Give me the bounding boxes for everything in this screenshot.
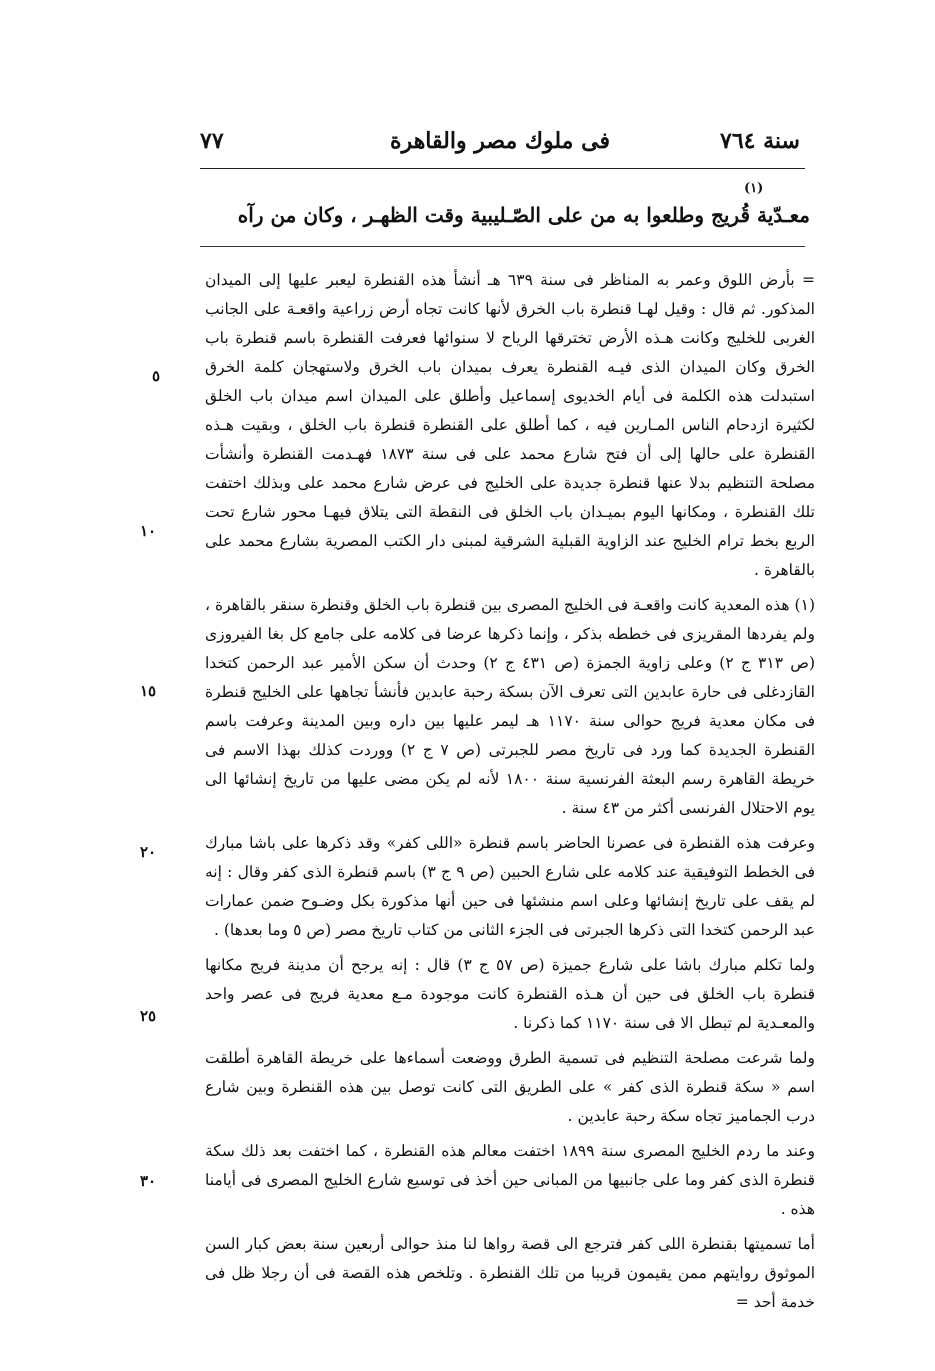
main-text-line: معـدّية قُريج وطلعوا به من على الصّـليبية وقت الظهـر ، وكان من رآه	[237, 203, 810, 227]
paragraph: وعرفت هذه القنطرة فى عصرنا الحاضر باسم قنطرة «اللى كفر» وقد ذكرها على باشا مبارك فى الخطط التوفيقية عند كلامه على شارع الحبين (ص ٩ ج ٣) باسم قنطرة الذى كفر وقال : إنه لم يقف على تاريخ إنشائها وعلى اسم منشئها فى حين أنها مذكورة بكل وضـوح ضمن عمارات عبد الرحمن كتخدا التى ذكرها الجبرتى فى الجزء الثانى من كتاب تاريخ مصر (ص ٥ وما بعدها) .	[205, 834, 816, 939]
paragraph: = بأرض اللوق وعمر به المناظر فى سنة ٦٣٩ هـ أنشأ هذه القنطرة ليعبر عليها إلى الميدان المذكور. ثم قال : وقيل لهـا قنطرة باب الخرق لأنها كانت تجاه أرض زراعية واقعـة على الجانب الغربى للخليج وكانت هـذه الأرض تخترقها الرياح لا سنوائها فعرفت القنطرة باسم قنطرة باب الخرق وكان الميدان الذى فيـه القنطرة يعرف بميدان باب الخرق ولاستهجان كلمة الخرق استبدلت هذه الكلمة فى أيام الخديوى إسماعيل وأطلق على الميدان اسم ميدان باب الخلق لكثيرة ازدحام الناس المـارين فيه ، كما أطلق على القنطرة قنطرة باب الخلق ، وبقيت هـذه القنطرة على حالها إلى أن فتح شارع محمد على فى سنة ١٨٧٣ فهـدمت القنطرة وأنشأت مصلحة التنظيم بدلا عنها قنطرة جديدة على الخليج فى عرض شارع محمد على وبذلك اختفت تلك القنطرة ، ومكانها اليوم بميـدان باب الخلق فى النقطة التى يتلاق فيهـا محور شارع تحت الربع بخط ترام الخليج عند الزاوية القبلية الشرقية لمبنى دار الكتب المصرية بشارع محمد على بالقاهرة .	[205, 271, 815, 579]
header-title: فى ملوك مصر والقاهرة	[390, 128, 610, 154]
footnote-body	[205, 266, 815, 1323]
footnote-separator	[200, 246, 805, 247]
footnote-marker: (١)	[744, 181, 764, 196]
paragraph: أما تسميتها بقنطرة اللى كفر فترجع الى قصة رواها لنا منذ حوالى أربعين سنة بعض كبار السن الموثوق روايتهم ممن يقيمون قريبا من تلك القنطرة . وتلخص هذه القصة فى أن رجلا ظل فى خدمة أحد =	[205, 1235, 815, 1311]
line-number: ٢٥	[140, 1007, 157, 1025]
line-number: ٣٠	[140, 1172, 157, 1190]
page-number: ٧٧	[200, 128, 224, 154]
header-rule	[200, 168, 805, 169]
paragraph: (١) هذه المعدية كانت واقعـة فى الخليج المصرى بين قنطرة باب الخلق وقنطرة سنقر بالقاهرة ، ولم يفردها المقريزى فى خططه بذكر ، وإنما ذكرها عرضا فى كلامه على جامع كل بغا الفيروزى (ص ٣١٣ ج ٢) وعلى زاوية الجمزة (ص ٤٣١ ج ٢) وحدث أن سكن الأمير عبد الرحمن كتخدا القازدغلى فى حارة عابدين التى تعرف الآن بسكة رحبة عابدين فأنشأ تجاهها على الخليج قنطرة فى مكان معدية فريج حوالى سنة ١١٧٠ هـ ليمر عليها بين داره وبين المدينة وعرفت باسم القنطرة الجديدة كما ورد فى تاريخ مصر للجبرتى (ص ٧ ج ٢) ووردت كذلك بهذا الاسم فى خريطة القاهرة رسم البعثة الفرنسية سنة ١٨٠٠ لأنه لم يكن مضى عليها من تاريخ إنشائها الى يوم الاحتلال الفرنسى أكثر من ٤٣ سنة .	[205, 596, 816, 817]
line-number: ١٥	[140, 682, 157, 700]
header-year: سنة ٧٦٤	[720, 128, 800, 154]
line-number: ١٠	[140, 522, 157, 540]
paragraph: ولما شرعت مصلحة التنظيم فى تسمية الطرق ووضعت أسماءها على خريطة القاهرة أطلقت اسم « سكة قنطرة الذى كفر » على الطريق التى كانت توصل بين هذه القنطرة وبين شارع درب الجماميز تجاه سكة رحبة عابدين .	[205, 1049, 815, 1125]
running-header	[200, 128, 800, 164]
line-number: ٥	[152, 367, 161, 385]
paragraph: وعند ما ردم الخليج المصرى سنة ١٨٩٩ اختفت معالم هذه القنطرة ، كما اختفت بعد ذلك سكة قنطرة الذى كفر وما على جانبيها من المبانى حين أخذ فى توسيع شارع الخليج المصرى فى أيامنا هذه .	[205, 1142, 816, 1218]
line-number: ٢٠	[140, 843, 157, 861]
paragraph: ولما تكلم مبارك باشا على شارع جميزة (ص ٥٧ ج ٣) قال : إنه يرجح أن مدينة فريج مكانها قنطرة باب الخلق فى حين أن هـذه القنطرة كانت موجودة مـع معدية فريج فى عصر واحد والمعـدية لم تبطل الا فى سنة ١١٧٠ كما ذكرنا .	[205, 956, 815, 1032]
